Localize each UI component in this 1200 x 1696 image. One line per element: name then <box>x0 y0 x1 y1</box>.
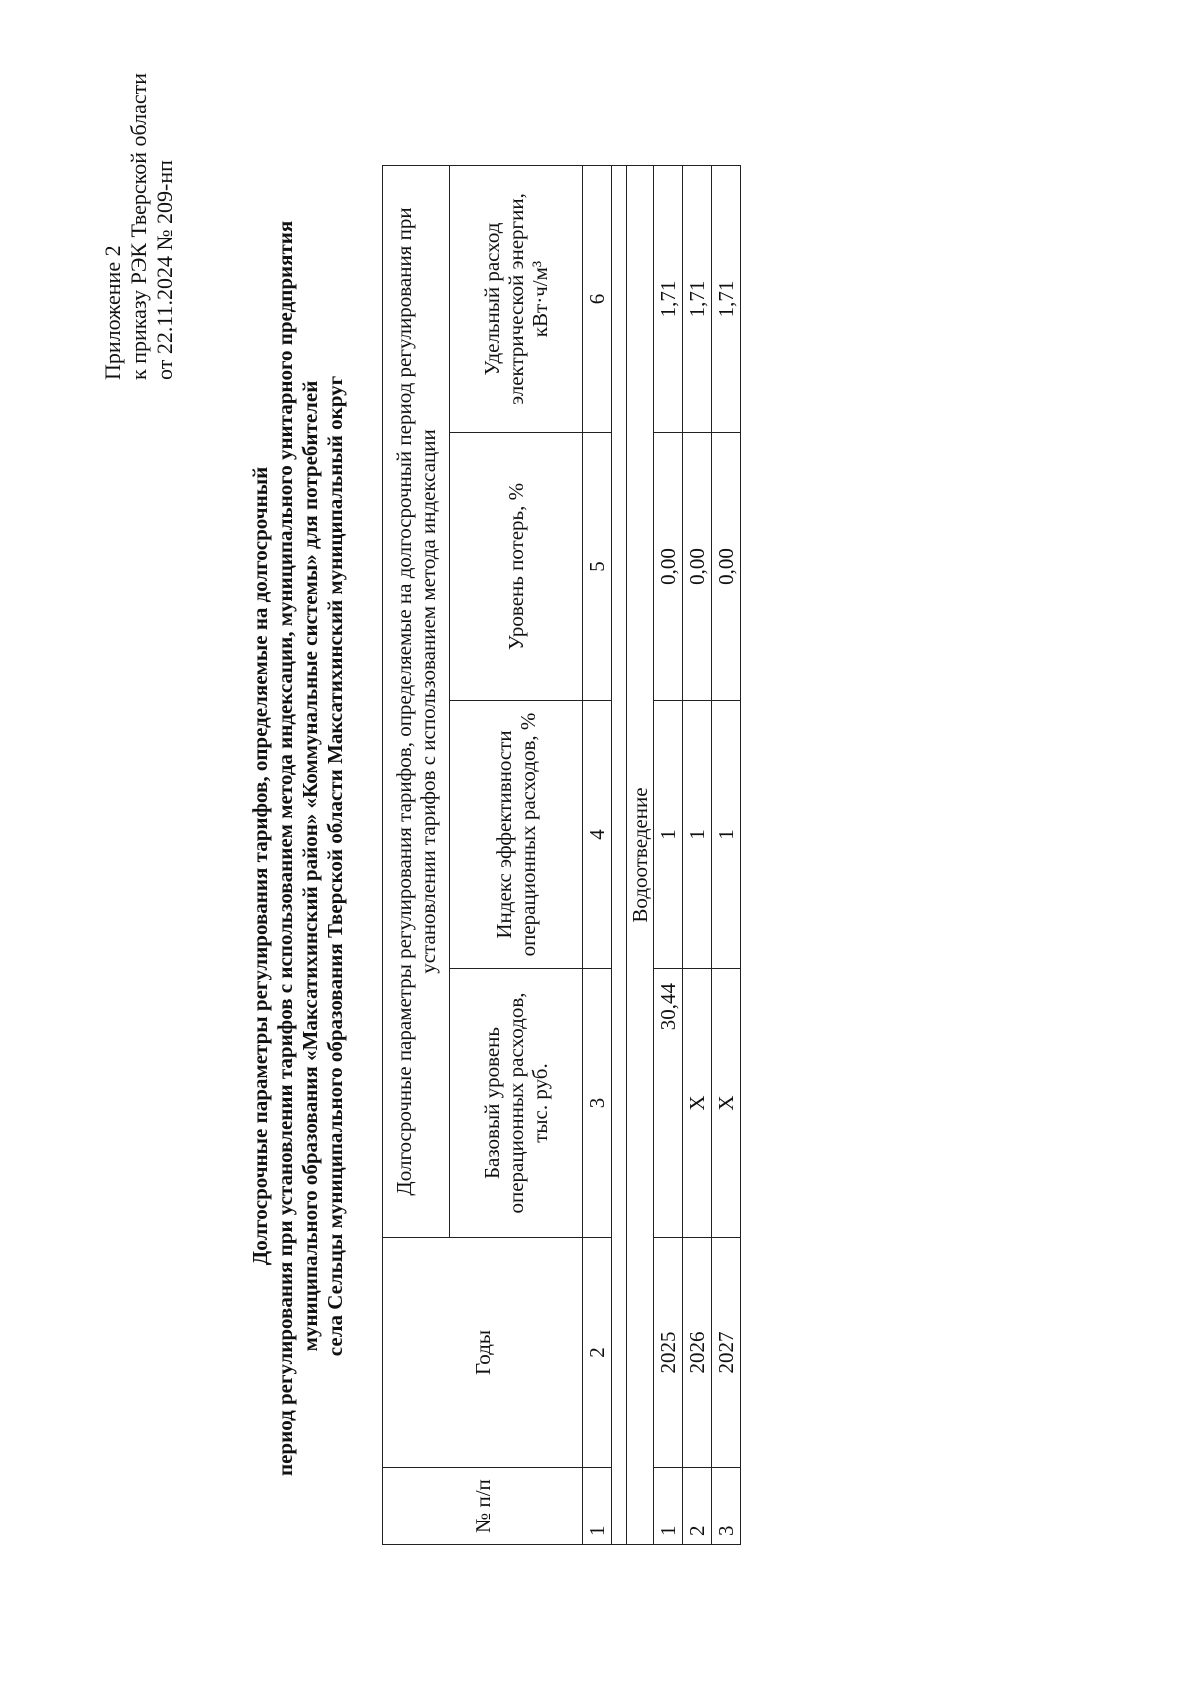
header-group: Долгосрочные параметры регулирования тарифов, определяемые на долгосрочный период регулирования при установлении тарифов с использованием метода индексации <box>383 166 450 1238</box>
column-number: 3 <box>583 969 612 1238</box>
title-line-4: села Сельцы муниципального образования Тверской области Максатихинский муниципальный округ <box>323 375 347 1357</box>
column-number: 1 <box>583 1468 612 1545</box>
column-number: 6 <box>583 166 612 433</box>
cell-base-level: X <box>683 969 712 1238</box>
cell-loss-level: 0,00 <box>712 433 741 701</box>
cell-loss-level: 0,00 <box>654 433 683 701</box>
cell-no: 3 <box>712 1468 741 1545</box>
cell-energy: 1,71 <box>712 166 741 433</box>
table-row <box>683 166 712 1545</box>
table-row <box>712 166 741 1545</box>
cell-year: 2027 <box>712 1238 741 1468</box>
column-number: 2 <box>583 1238 612 1468</box>
cell-efficiency-index: 1 <box>683 701 712 969</box>
header-energy-consumption: Удельный расход электрической энергии, кВт·ч/м³ <box>450 166 583 433</box>
cell-year: 2025 <box>654 1238 683 1468</box>
table-row <box>654 166 683 1545</box>
header-base-level: Базовый уровень операционных расходов, тыс. руб. <box>450 969 583 1238</box>
appendix-line-3: от 22.11.2024 № 209-нп <box>152 160 177 380</box>
title-line-1: Долгосрочные параметры регулирования тарифов, определяемые на долгосрочный <box>248 466 272 1266</box>
cell-energy: 1,71 <box>654 166 683 433</box>
cell-base-level: 30,44 <box>654 969 683 1238</box>
cell-base-level: X <box>712 969 741 1238</box>
appendix-block <box>100 20 178 380</box>
cell-no: 2 <box>683 1468 712 1545</box>
header-efficiency-index: Индекс эффективности операционных расходов, % <box>450 701 583 969</box>
parameters-table <box>382 165 741 1545</box>
column-number: 5 <box>583 433 612 701</box>
cell-no: 1 <box>654 1468 683 1545</box>
cell-loss-level: 0,00 <box>683 433 712 701</box>
header-no: № п/п <box>383 1468 583 1545</box>
cell-energy: 1,71 <box>683 166 712 433</box>
document-title <box>248 220 348 1476</box>
cell-efficiency-index: 1 <box>654 701 683 969</box>
spacer-row <box>612 166 627 1545</box>
cell-efficiency-index: 1 <box>712 701 741 969</box>
header-loss-level: Уровень потерь, % <box>450 433 583 701</box>
header-years: Годы <box>383 1238 583 1468</box>
section-header: Водоотведение <box>627 166 654 1545</box>
appendix-line-1: Приложение 2 <box>100 245 125 380</box>
title-line-3: муниципального образования «Максатихинский район» «Коммунальные системы» для потребителей <box>298 380 322 1352</box>
column-number: 4 <box>583 701 612 969</box>
cell-year: 2026 <box>683 1238 712 1468</box>
appendix-line-2: к приказу РЭК Тверской области <box>126 72 151 380</box>
title-line-2: период регулирования при установлении тарифов с использованием метода индексации, муниципального унитарного предприятия <box>273 220 297 1476</box>
